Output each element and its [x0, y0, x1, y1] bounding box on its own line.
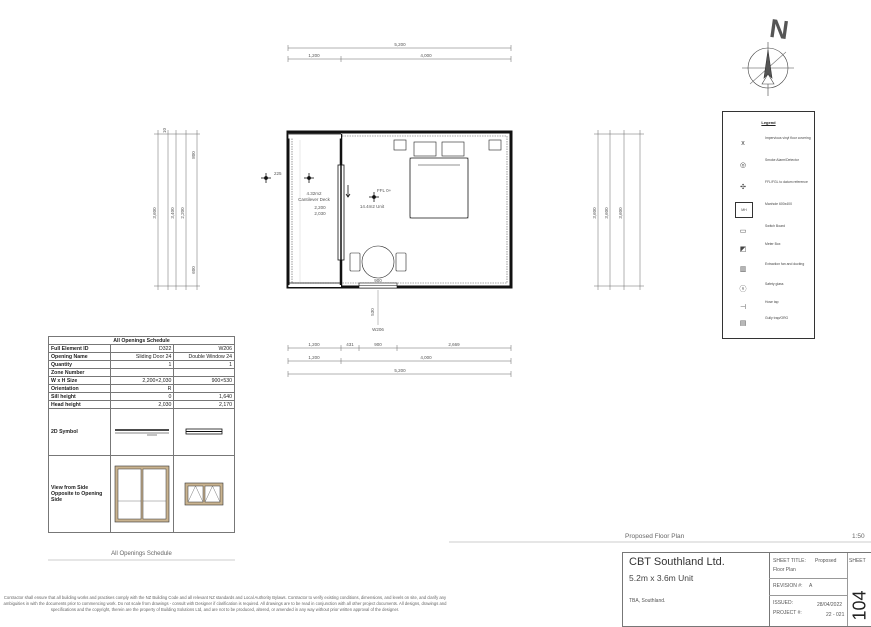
cell-door: 0 [111, 393, 174, 401]
cell-door: 1 [111, 361, 174, 369]
row-label: Opening Name [49, 353, 111, 361]
sheet-number: 104 [849, 590, 870, 621]
cell-door: Sliding Door 24 [111, 353, 174, 361]
cell-door: 2,200×2,030 [111, 377, 174, 385]
smoke-alarm-icon: ◎ [739, 162, 747, 169]
table-row [49, 385, 235, 393]
project-value: 22 - 021 [826, 612, 845, 618]
safety-glass-icon: ⓢ [739, 286, 747, 293]
table-row [49, 456, 235, 533]
row-label: Sill height [49, 393, 111, 401]
dim-right-c: 3,600 [618, 207, 623, 219]
manhole-icon: MH [735, 202, 753, 218]
legend-item-label: Hose tap [765, 300, 779, 304]
dim-left-10: 10 [162, 127, 167, 133]
revision-label: REVISION #: [773, 583, 803, 589]
dim-top-overall: 5,200 [394, 42, 406, 47]
legend-item-label: Impervious vinyl floor covering [765, 136, 811, 140]
door-symbol-icon [111, 409, 174, 456]
sheet-title-value: Proposed [815, 558, 837, 564]
door-dim-height: 2,030 [314, 211, 326, 216]
room-deck-name: Cantilever Deck [298, 197, 330, 202]
row-label: W x H Size [49, 377, 111, 385]
cell-window: 2,170 [174, 401, 235, 409]
symbol-label: 2D Symbol [49, 409, 111, 456]
cell-door [111, 369, 174, 377]
dim-left-600: 600 [191, 266, 196, 274]
view-label: View from Side Opposite to Opening Side [49, 456, 111, 533]
north-arrow [742, 42, 794, 96]
sheet-caption-scale: 1:50 [852, 533, 865, 540]
table-row [49, 409, 235, 456]
sheet-label: SHEET [849, 558, 866, 564]
dining-set [350, 246, 406, 278]
extraction-fan-icon: ▥ [739, 266, 747, 273]
legend-item-label: Safety glass [765, 282, 784, 286]
schedule-caption: All Openings Schedule [111, 551, 172, 557]
cell-door: R [111, 385, 174, 393]
openings-schedule-table [48, 336, 235, 533]
sheet-caption-title: Proposed Floor Plan [625, 533, 685, 540]
divider [769, 578, 847, 579]
cell-door: 2,030 [111, 401, 174, 409]
project-description: 5.2m x 3.6m Unit [629, 573, 694, 583]
sheet-title-label: SHEET TITLE: [773, 558, 806, 564]
cell-door: D322 [111, 345, 174, 353]
table-row [49, 377, 235, 385]
row-label: Quantity [49, 361, 111, 369]
schedule-title: All Openings Schedule [49, 337, 235, 345]
divider [847, 553, 848, 626]
cell-window: W206 [174, 345, 235, 353]
dim-bottom-deck: 1,200 [308, 342, 320, 347]
window-width-tag: 530 [370, 308, 375, 316]
window-w206 [359, 283, 397, 288]
legend-item-label: Smoke Alarm/Detector [765, 158, 799, 162]
hose-tap-icon: ⊣ [739, 304, 747, 311]
top-dimensions [288, 45, 511, 62]
cell-window: 1 [174, 361, 235, 369]
legend-item-label: FFL/FGL to datum reference [765, 180, 808, 184]
table-row [49, 353, 235, 361]
divider [769, 553, 770, 626]
table-row [49, 361, 235, 369]
dim-top-deck: 1,200 [308, 53, 320, 58]
level-225-label: 225 [274, 171, 282, 176]
legend-title: Legend [761, 120, 776, 125]
bed [394, 140, 501, 218]
cell-window: 900×530 [174, 377, 235, 385]
legend-item-label: Manhole 600x400 [765, 202, 792, 206]
row-label: Zone Number [49, 369, 111, 377]
row-label: Orientation [49, 385, 111, 393]
dim-left-3600: 3,600 [152, 207, 157, 219]
revision-value: A [809, 583, 813, 589]
door-dim-width: 2,200 [314, 205, 326, 210]
dim-top-unit: 4,000 [420, 53, 432, 58]
dim-bottom-deck-2: 1,200 [308, 355, 320, 360]
sheet-title-value-2: Floor Plan [773, 567, 796, 573]
switchboard-icon: ▭ [739, 228, 747, 235]
project-location: TBA, Southland. [629, 598, 666, 604]
cell-window: Double Window 24 [174, 353, 235, 361]
window-tag-inline: 900 [374, 278, 382, 283]
ffl-datum-icon: ✣ [740, 184, 746, 191]
table-row [49, 393, 235, 401]
legend-panel [722, 111, 815, 339]
cell-window [174, 369, 235, 377]
dim-right-b: 3,600 [604, 207, 609, 219]
room-unit-name: 14.4m2 Unit [359, 204, 385, 209]
dim-left-2200: 2,200 [180, 207, 185, 219]
row-label: Head height [49, 401, 111, 409]
company-name: CBT Southland Ltd. [629, 556, 725, 568]
level-ffl-label: FFL 0+ [377, 188, 392, 193]
dim-right-a: 3,600 [592, 207, 597, 219]
door-elevation-icon [111, 456, 174, 533]
sliding-door-d322 [338, 165, 350, 260]
legend-item-label: Gully trap/ORG [765, 316, 789, 320]
dim-bottom-unit: 4,000 [420, 355, 432, 360]
cell-window [174, 385, 235, 393]
north-letter: N [767, 12, 791, 46]
window-symbol-icon [174, 409, 235, 456]
dim-left-800: 800 [191, 151, 196, 159]
row-label: Full Element ID [49, 345, 111, 353]
gully-trap-icon: ▤ [739, 320, 747, 327]
dim-bottom-2669: 2,669 [448, 342, 460, 347]
cell-window: 1,640 [174, 393, 235, 401]
table-row [49, 401, 235, 409]
title-block [622, 552, 871, 627]
room-deck-area: 4.32m2 [306, 191, 322, 196]
issued-label: ISSUED: [773, 600, 794, 606]
table-row [49, 369, 235, 377]
x-mark-icon: x [741, 139, 745, 147]
window-elevation-icon [174, 456, 235, 533]
issued-value: 28/04/2022 [817, 602, 843, 608]
dim-bottom-overall: 5,200 [394, 368, 406, 373]
window-tag: W206 [372, 327, 384, 332]
divider [769, 595, 847, 596]
dim-left-3400: 3,400 [170, 207, 175, 219]
legend-item-label: Extraction fan and ducting [765, 262, 805, 266]
dim-bottom-900: 900 [374, 342, 382, 347]
meter-box-icon: ◩ [739, 246, 747, 253]
disclaimer-text: Contractor shall ensure that all building works and practises comply with the NZ Building Code and all relevant NZ standards and Local Authority Bylaws. Contractor to verify existing conditions, dimensions, and levels on site, and clarify any ambiguities in with the documents prior to commencing work. Do not scale from drawings - consult with Designer if clarification is required. All drawings are to be read in conjunction with all other project documents. All designs, drawings and specifications and the copyright, therein are the property of Building Solutions Ltd, and are not to be produced, altered, or amended in any way without prior written approval of the designer. [3, 595, 447, 612]
legend-item-label: Meter Box [765, 242, 781, 246]
legend-item-label: Switch Board [765, 224, 785, 228]
project-label: PROJECT #: [773, 610, 802, 616]
dim-bottom-431: 431 [346, 342, 354, 347]
table-row [49, 345, 235, 353]
